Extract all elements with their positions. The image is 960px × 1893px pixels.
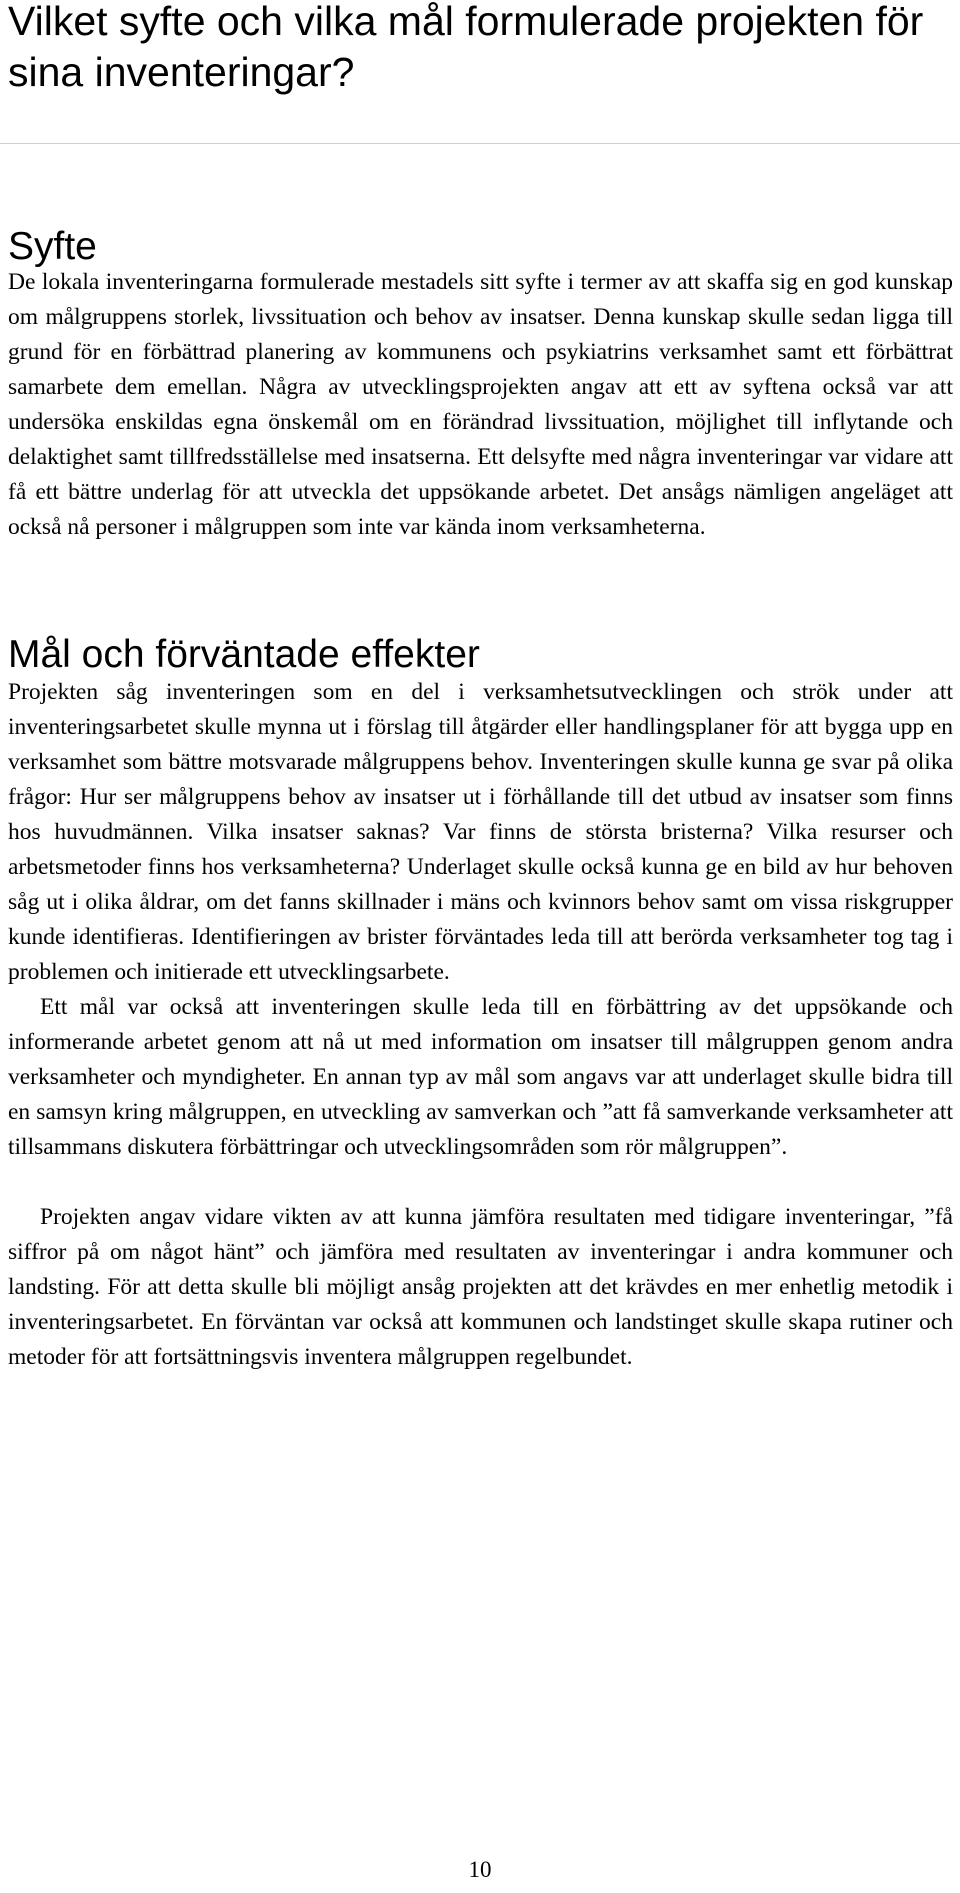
syfte-paragraph: De lokala inventeringarna formulerade mestadels sitt syfte i termer av att skaffa sig en god kunskap om målgruppens storlek, livssituation och behov av insatser. Denna kunskap skulle sedan ligga till grund för en förbättrad planering av kommunens och psykiatrins verksamhet samt ett förbättrat samarbete dem emellan. Några av utvecklingsprojekten angav att ett av syftena också var att undersöka enskildas egna önskemål om en förändrad livssituation, möjlighet till inflytande och delaktighet samt tillfredsställelse med insatserna. Ett delsyfte med några inventeringar var vidare att få ett bättre underlag för att utveckla det uppsökande arbetet. Det ansågs nämligen angeläget att också nå personer i målgruppen som inte var kända inom verksamheterna. xyxy=(8,269,953,540)
mal-paragraph-2: Ett mål var också att inventeringen skulle leda till en förbättring av det uppsökande och informerande arbetet genom att nå ut med information om insatser till målgruppen genom andra verksamheter och myndigheter. En annan typ av mål som angavs var att underlaget skulle bidra till en samsyn kring målgruppen, en utveckling av samverkan och ”att få samverkande verksamheter att tillsammans diskutera förbättringar och utvecklingsområden som rör målgruppen”. xyxy=(8,994,953,1160)
mal-paragraph-1: Projekten såg inventeringen som en del i verksamhetsutvecklingen och strök under att inventeringsarbetet skulle mynna ut i förslag till åtgärder eller handlingsplaner för att bygga upp en verksamhet som bättre motsvarade målgruppens behov. Inventeringen skulle kunna ge svar på olika frågor: Hur ser målgruppens behov av insatser ut i förhållande till det utbud av insatser som finns hos huvudmännen. Vilka insatser saknas? Var finns de största bristerna? Vilka resurser och arbetsmetoder finns hos verksamheterna? Underlaget skulle också kunna ge en bild av hur behoven såg ut i olika åldrar, om det fanns skillnader i mäns och kvinnors behov samt om vissa riskgrupper kunde identifieras. Identifieringen av brister förväntades leda till att berörda verksamheter tog tag i problemen och initierade ett utvecklingsarbete. xyxy=(8,679,953,985)
page-number: 10 xyxy=(468,1857,492,1882)
mal-paragraph-3: Projekten angav vidare vikten av att kunna jämföra resultaten med tidigare inventeringar, ”få siffror på om något hänt” och jämföra med resultaten av inventeringar i andra kommuner och landsting. För att detta skulle bli möjligt ansåg projekten att det krävdes en mer enhetlig metodik i inventeringsarbetet. En förväntan var också att kommunen och landstinget skulle skapa rutiner och metoder för att fortsättningsvis inventera målgruppen regelbundet. xyxy=(8,1204,953,1370)
title-divider xyxy=(0,143,960,144)
section-heading-syfte: Syfte xyxy=(8,225,97,268)
section-heading-mal: Mål och förväntade effekter xyxy=(8,633,480,676)
page-title: Vilket syfte och vilka mål formulerade projekten för sina inventeringar? xyxy=(8,0,924,96)
